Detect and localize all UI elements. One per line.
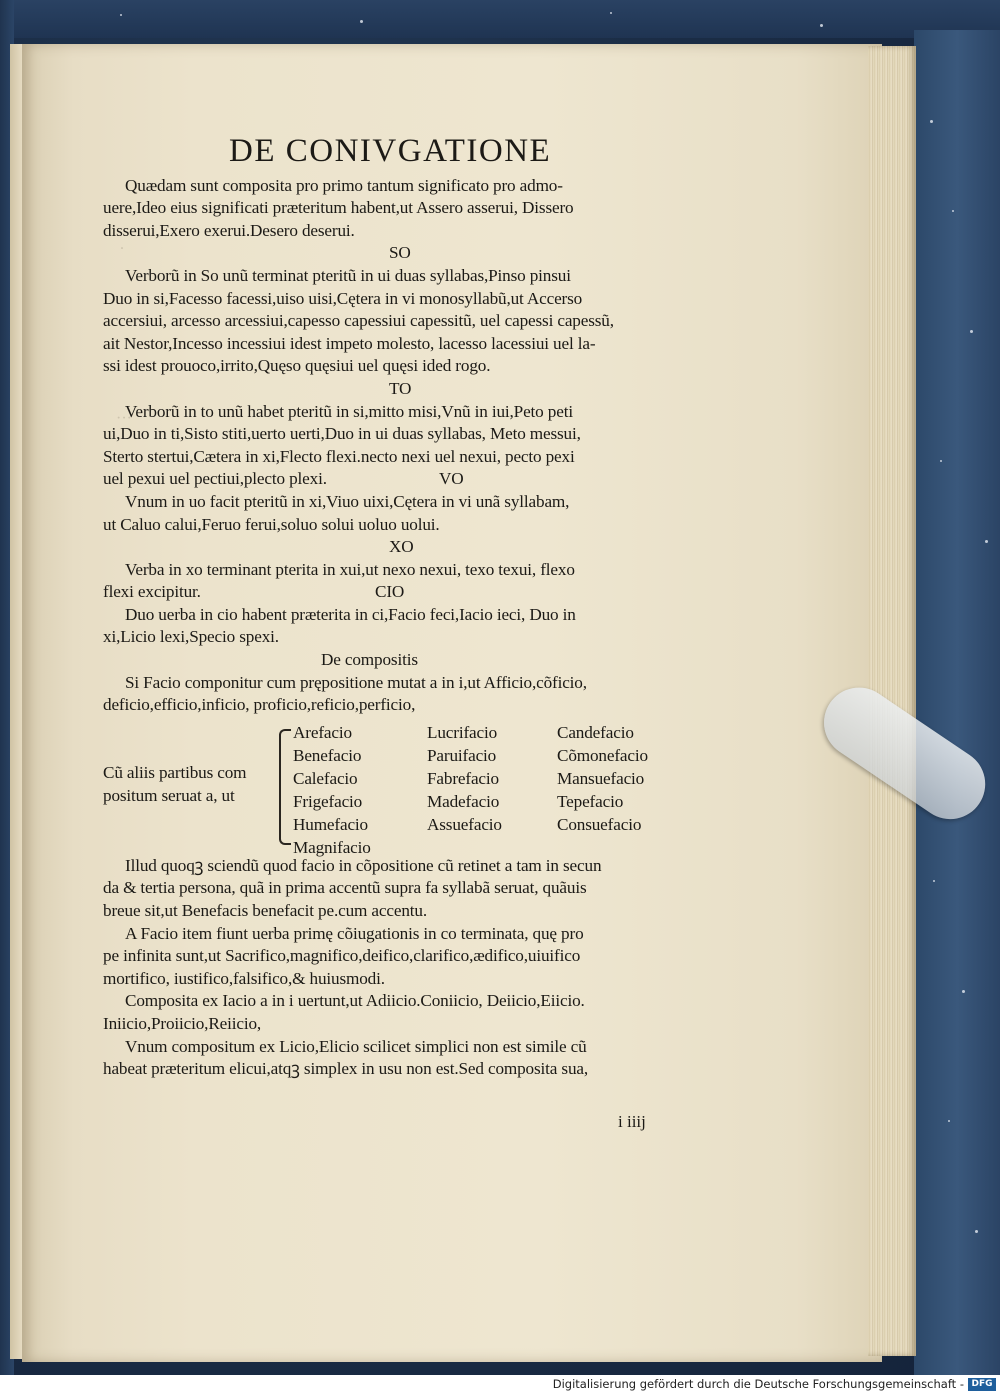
- text-line: ait Nestor,Incesso incessiui idest impeto molesto, lacesso lacessiui uel la-: [103, 333, 596, 353]
- text-line: Verborũ in So unũ terminat pteritũ in ui duas syllabas,Pinso pinsui: [125, 265, 571, 285]
- text-line: uere,Ideo eius significati præteritum habent,ut Assero asserui, Dissero: [103, 198, 574, 218]
- text-line: xi,Licio lexi,Specio spexi.: [103, 627, 279, 647]
- text-line: ui,Duo in ti,Sisto stiti,uerto uerti,Duo in ui duas syllabas, Meto messui,: [103, 424, 581, 444]
- table-brace: [279, 729, 291, 845]
- table-left-line: Cũ aliis partibus com: [103, 762, 247, 782]
- section-heading-to: TO: [389, 378, 412, 398]
- scan-background: . ··· DE CONIVGATIONE Quædam sunt composita pro primo tantum significato pro admo- uere,Ideo eius significati præteritum habent,ut Assero asserui, Dissero disserui,Exero exerui.Desero deserui. SO Verborũ in So unũ terminat pteritũ in ui duas syllabas,Pinso pinsui Duo in si,Facesso facessi,uiso uisi,Cętera in vi monosyllabũ,ut Accerso accersiui, arcesso arcessiui,capesso capessiui capessitũ, uel capessi capessũ, ait Nestor,Incesso incessiui idest impeto molesto, lacesso lacessiui uel la- ssi idest prouoco,irrito,Quęso quęsiui uel quęsi ided rogo. TO Verborũ in to unũ habet pteritũ in si,mitto misi,Vnũ in iui,Peto peti ui,Duo in ti,Sisto stiti,uerto uerti,Duo in ui duas syllabas, Meto messui, Sterto stertui,Cætera in xi,Flecto flexi.necto nexi uel nexui, pecto pexi uel pexui uel pectiui,plecto plexi. VO Vnum in uo facit pteritũ in xi,Viuo uixi,Cętera in vi unã syllabam, ut Caluo calui,Feruo ferui,soluo solui uoluo uolui. XO Verba in xo terminant pterita in xui,ut nexo nexui, texo texui, flexo flexi excipitur. CIO Duo uerba in cio habent præterita in ci,Facio feci,Iacio ieci, Duo in xi,Licio lexi,Specio spexi. De compositis Si Facio componitur cum prępositione mutat a in i,ut Afficio,cõficio, deficio,efficio,inficio, proficio,reficio,perficio, Cũ aliis partibus com positum seruat a, ut Arefacio Benefacio Calefacio Frigefacio Humefacio Magnifacio Lucrifacio Paruifacio Fabrefacio Madefacio Assuefacio Candefacio Cõmonefacio Mansuefacio Tepefacio Consuefacio Illud quoqꝫ sciendũ quod facio in cõpositione cũ retinet a tam in secun da & tertia persona, quã in prima accentũ supra fa syllabã seruat, quãuis breue sit,ut Benefacis benefacit pe.cum accentu. A Facio item fiunt uerba primę cõiugationis in co terminata, quę pro pe infinita sunt,ut Sacrifico,magnifico,deifico,clarifico,ædifico,uiuifico mortifico, iustifico,falsifico,& huiusmodi. Composita ex Iacio a in i uertunt,ut Adiicio.Coniicio, Deiicio,Eiicio. Iniicio,Proiicio,Reiicio, Vnum compositum ex Licio,Elicio scilicet simplici non est simile cũ habeat præteritum elicui,atqꝫ simplex in usu non est.Sed composita sua, i iiij: [0, 0, 1000, 1375]
- table-cell: Frigefacio: [293, 791, 363, 811]
- page-heading: DE CONIVGATIONE: [229, 133, 552, 169]
- text-line: Composita ex Iacio a in i uertunt,ut Adiicio.Coniicio, Deiicio,Eiicio.: [125, 991, 585, 1011]
- section-heading-so: SO: [389, 243, 411, 263]
- dfg-logo: DFG: [968, 1378, 996, 1391]
- book-cover-edge: [914, 30, 1000, 1375]
- table-cell: Lucrifacio: [427, 722, 498, 742]
- table-cell: Fabrefacio: [427, 768, 499, 788]
- text-line: Iniicio,Proiicio,Reiicio,: [103, 1014, 262, 1033]
- table-cell: Tepefacio: [557, 791, 624, 811]
- table-left-label: [103, 761, 246, 807]
- table-cell: Arefacio: [293, 722, 352, 742]
- text-line: flexi excipitur.: [103, 582, 201, 602]
- table-cell: Consuefacio: [557, 814, 642, 834]
- table-column-1: [293, 721, 371, 859]
- table-cell: Cõmonefacio: [557, 745, 648, 765]
- text-line: Vnum in uo facit pteritũ in xi,Viuo uixi,Cętera in vi unã syllabam,: [125, 491, 570, 511]
- table-cell: Calefacio: [293, 768, 358, 788]
- text-line: disserui,Exero exerui.Desero deserui.: [103, 220, 355, 240]
- text-line: Duo uerba in cio habent præterita in ci,Facio feci,Iacio ieci, Duo in: [125, 604, 576, 624]
- text-line: accersiui, arcesso arcessiui,capesso capessiui capessitũ, uel capessi capessũ,: [103, 311, 614, 331]
- table-left-line: positum seruat a, ut: [103, 785, 235, 805]
- text-line: Vnum compositum ex Licio,Elicio scilicet simplici non est simile cũ: [125, 1036, 587, 1056]
- section-heading-cio: CIO: [375, 582, 405, 602]
- footer-bar: [0, 1375, 1000, 1395]
- text-line: Illud quoqꝫ sciendũ quod facio in cõpositione cũ retinet a tam in secun: [125, 855, 602, 875]
- text-line: ut Caluo calui,Feruo ferui,soluo solui uoluo uolui.: [103, 514, 440, 534]
- book-cover-top: [0, 0, 1000, 38]
- text-line: deficio,efficio,inficio, proficio,reficio,perficio,: [103, 695, 416, 715]
- text-line: Si Facio componitur cum prępositione mutat a in i,ut Afficio,cõficio,: [125, 672, 587, 692]
- text-line: ssi idest prouoco,irrito,Quęso quęsiui uel quęsi ided rogo.: [103, 356, 491, 376]
- text-line: Duo in si,Facesso facessi,uiso uisi,Cętera in vi monosyllabũ,ut Accerso: [103, 288, 583, 308]
- table-cell: Humefacio: [293, 814, 369, 834]
- table-cell: Assuefacio: [427, 814, 502, 834]
- text-line: habeat præteritum elicui,atqꝫ simplex in usu non est.Sed composita sua,: [103, 1059, 589, 1079]
- footer-credit: Digitalisierung gefördert durch die Deutsche Forschungsgemeinschaft -: [552, 1377, 964, 1391]
- section-heading-xo: XO: [389, 537, 414, 557]
- text-line: uel pexui uel pectiui,plecto plexi.: [103, 469, 327, 489]
- page-text: [103, 133, 723, 1081]
- table-cell: Magnifacio: [293, 837, 371, 857]
- text-line: Verba in xo terminant pterita in xui,ut nexo nexui, texo texui, flexo: [125, 559, 575, 579]
- text-line: pe infinita sunt,ut Sacrifico,magnifico,deifico,clarifico,ædifico,uiuifico: [103, 946, 581, 966]
- table-column-3: [557, 721, 648, 836]
- page-signature: i iiij: [618, 1112, 646, 1131]
- text-line: Sterto stertui,Cætera in xi,Flecto flexi.necto nexi uel nexui, pecto pexi: [103, 446, 575, 466]
- text-line: mortifico, iustifico,falsifico,& huiusmodi.: [103, 968, 385, 988]
- table-column-2: [427, 721, 502, 836]
- text-line: Verborũ in to unũ habet pteritũ in si,mitto misi,Vnũ in iui,Peto peti: [125, 401, 573, 421]
- text-line: da & tertia persona, quã in prima accentũ supra fa syllabã seruat, quãuis: [103, 878, 587, 898]
- section-heading-vo: VO: [439, 469, 464, 489]
- text-line: A Facio item fiunt uerba primę cõiugationis in co terminata, quę pro: [125, 923, 584, 943]
- table-cell: Benefacio: [293, 745, 362, 765]
- table-cell: Candefacio: [557, 722, 634, 742]
- table-cell: Mansuefacio: [557, 768, 645, 788]
- text-line: breue sit,ut Benefacis benefacit pe.cum accentu.: [103, 901, 427, 921]
- compounds-table: [103, 721, 723, 857]
- table-cell: Paruifacio: [427, 745, 497, 765]
- text-line: Quædam sunt composita pro primo tantum significato pro admo-: [125, 175, 563, 195]
- section-heading-compositis: De compositis: [321, 650, 418, 670]
- table-cell: Madefacio: [427, 791, 500, 811]
